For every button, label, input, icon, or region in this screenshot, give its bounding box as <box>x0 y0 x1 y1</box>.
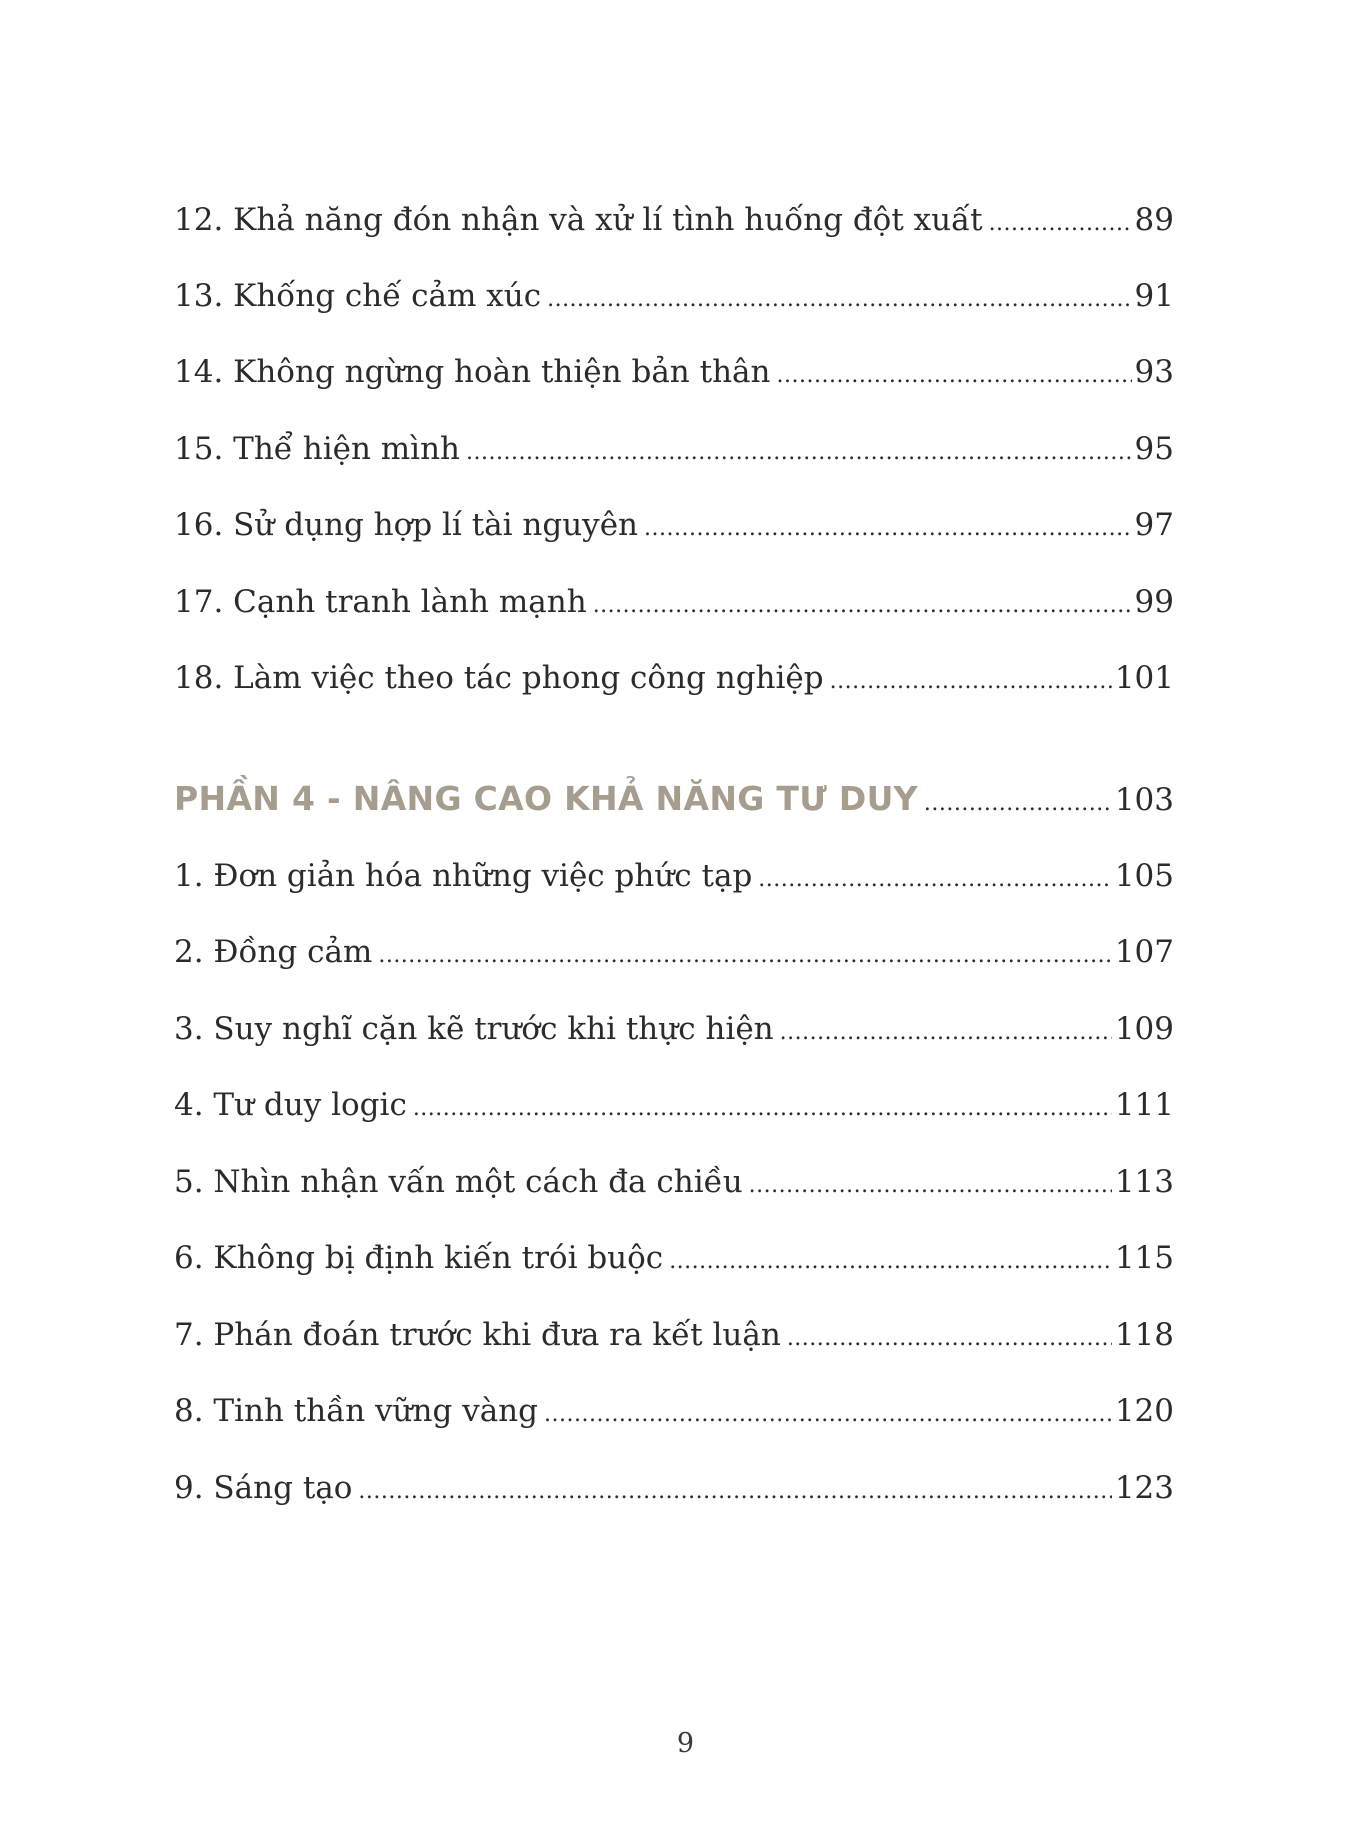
toc-entry-title: 8. Tinh thần vững vàng <box>174 1393 538 1429</box>
part-heading <box>174 779 1174 824</box>
toc-entry-page: 115 <box>1114 1240 1174 1276</box>
toc-entry <box>174 1238 1174 1282</box>
toc-entry-page: 91 <box>1134 278 1174 314</box>
toc-entry-title: 2. Đồng cảm <box>174 934 373 970</box>
dot-leader <box>547 280 1131 320</box>
dot-leader <box>787 1319 1112 1359</box>
dot-leader <box>413 1089 1112 1129</box>
toc-entry <box>174 505 1174 549</box>
dot-leader <box>378 936 1112 976</box>
toc-entry-page: 107 <box>1114 934 1174 970</box>
toc-entry <box>174 352 1174 396</box>
dot-leader <box>830 662 1112 702</box>
toc-entry-page: 120 <box>1114 1393 1174 1429</box>
toc-entry-page: 113 <box>1114 1164 1174 1200</box>
part-heading-title: PHẦN 4 - NÂNG CAO KHẢ NĂNG TƯ DUY <box>174 779 918 818</box>
toc-entry-title: 7. Phán đoán trước khi đưa ra kết luận <box>174 1317 781 1353</box>
toc-entry <box>174 1162 1174 1206</box>
page-number: 9 <box>676 1728 695 1759</box>
dot-leader <box>777 356 1132 396</box>
toc-entry <box>174 1085 1174 1129</box>
dot-leader <box>780 1013 1112 1053</box>
dot-leader <box>924 784 1112 824</box>
toc-entry-title: 16. Sử dụng hợp lí tài nguyên <box>174 507 639 543</box>
part-heading-page: 103 <box>1114 782 1174 818</box>
toc-entry-page: 109 <box>1114 1011 1174 1047</box>
toc-entry-title: 17. Cạnh tranh lành mạnh <box>174 584 587 620</box>
toc-entry-title: 18. Làm việc theo tác phong công nghiệp <box>174 660 824 696</box>
toc-entry-title: 4. Tư duy logic <box>174 1087 407 1123</box>
toc-entry-title: 1. Đơn giản hóa những việc phức tạp <box>174 858 753 894</box>
toc-entry-title: 14. Không ngừng hoàn thiện bản thân <box>174 354 771 390</box>
toc-entry-page: 105 <box>1114 858 1174 894</box>
dot-leader <box>644 509 1132 549</box>
toc-entry-title: 3. Suy nghĩ cặn kẽ trước khi thực hiện <box>174 1011 774 1047</box>
toc-entry-page: 93 <box>1134 354 1174 390</box>
toc-entry <box>174 1391 1174 1435</box>
toc-entry <box>174 200 1174 244</box>
toc-entry-page: 97 <box>1134 507 1174 543</box>
dot-leader <box>466 433 1132 473</box>
toc-entry <box>174 1009 1174 1053</box>
toc-entry-page: 89 <box>1134 202 1174 238</box>
toc-entry-title: 13. Khống chế cảm xúc <box>174 278 542 314</box>
toc-entry-title: 12. Khả năng đón nhận và xử lí tình huống đột xuất <box>174 202 983 238</box>
toc-entry-title: 15. Thể hiện mình <box>174 431 461 467</box>
dot-leader <box>669 1242 1112 1282</box>
dot-leader <box>989 204 1132 244</box>
toc-entry-page: 101 <box>1114 660 1174 696</box>
toc-entry <box>174 856 1174 900</box>
toc-entry-page: 95 <box>1134 431 1174 467</box>
toc-entry-page: 111 <box>1114 1087 1174 1123</box>
toc-entry <box>174 276 1174 320</box>
toc-entry-title: 5. Nhìn nhận vấn một cách đa chiều <box>174 1164 743 1200</box>
dot-leader <box>358 1472 1111 1512</box>
toc-entry <box>174 1315 1174 1359</box>
dot-leader <box>544 1395 1112 1435</box>
toc-entry <box>174 658 1174 702</box>
toc-entry-page: 118 <box>1114 1317 1174 1353</box>
toc-entry-page: 123 <box>1114 1470 1174 1506</box>
toc-entry <box>174 429 1174 473</box>
toc-entry <box>174 1468 1174 1512</box>
toc-entry <box>174 932 1174 976</box>
toc-entry-title: 6. Không bị định kiến trói buộc <box>174 1240 664 1276</box>
dot-leader <box>593 586 1132 626</box>
toc-entry-page: 99 <box>1134 584 1174 620</box>
dot-leader <box>749 1166 1112 1206</box>
toc-entry <box>174 582 1174 626</box>
dot-leader <box>758 860 1112 900</box>
toc-entry-title: 9. Sáng tạo <box>174 1470 353 1506</box>
